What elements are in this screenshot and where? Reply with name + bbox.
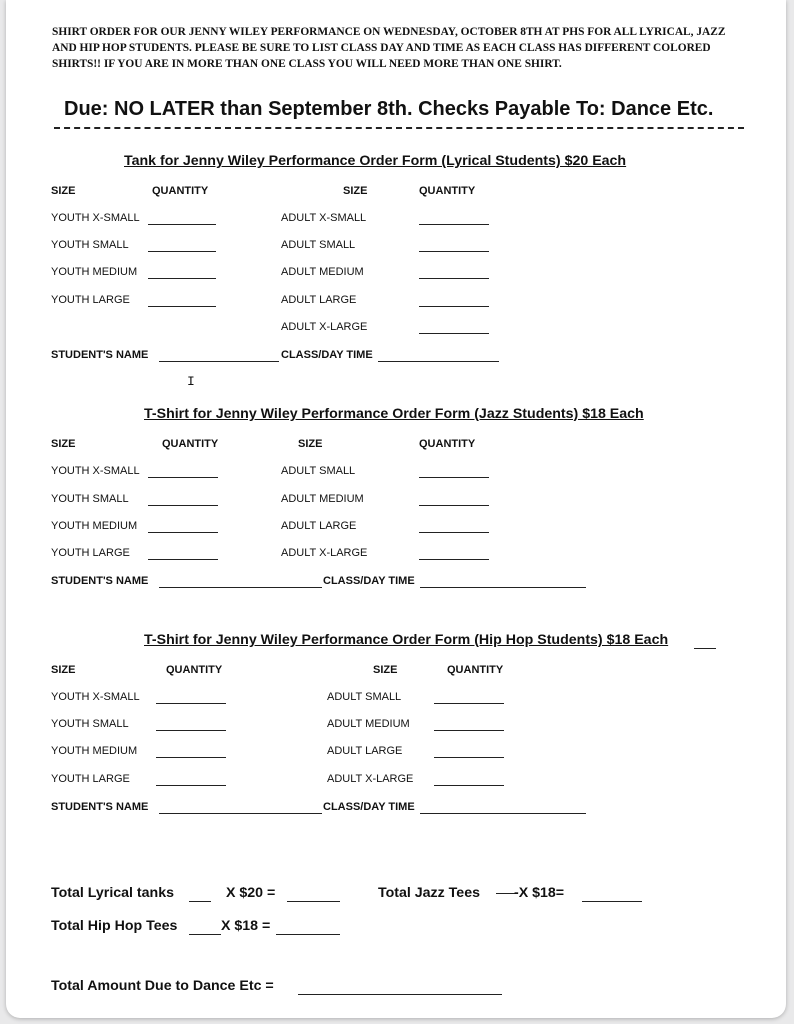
size-label: ADULT MEDIUM: [327, 718, 410, 730]
size-label: YOUTH X-SMALL: [51, 691, 140, 703]
section-title-lyrical: Tank for Jenny Wiley Performance Order Form (Lyrical Students) $20 Each: [124, 153, 627, 169]
quantity-line[interactable]: [434, 730, 504, 731]
quantity-line[interactable]: [148, 306, 216, 307]
hiphop-price-label: X $18 =: [221, 918, 271, 934]
quantity-line[interactable]: [434, 703, 504, 704]
size-label: YOUTH LARGE: [51, 773, 130, 785]
quantity-line[interactable]: [434, 785, 504, 786]
size-label: YOUTH SMALL: [51, 718, 129, 730]
size-label: ADULT LARGE: [327, 745, 403, 757]
quantity-line[interactable]: [148, 532, 218, 533]
student-name-line[interactable]: [159, 813, 322, 814]
title-underline-extension: [694, 648, 716, 649]
col-header-quantity: QUANTITY: [419, 438, 476, 450]
class-day-time-line[interactable]: [420, 813, 586, 814]
col-header-size: SIZE: [298, 438, 323, 450]
size-label: ADULT SMALL: [281, 465, 356, 477]
section-title-jazz: T-Shirt for Jenny Wiley Performance Order Form (Jazz Students) $18 Each: [144, 406, 644, 422]
lyrical-total-line[interactable]: [287, 901, 340, 902]
jazz-count-line[interactable]: [496, 893, 515, 894]
size-label: ADULT MEDIUM: [281, 493, 364, 505]
size-label: YOUTH MEDIUM: [51, 745, 138, 757]
student-name-label: STUDENT'S NAME: [51, 349, 149, 361]
quantity-line[interactable]: [148, 251, 216, 252]
size-label: YOUTH X-SMALL: [51, 212, 140, 224]
intro-paragraph: SHIRT ORDER FOR OUR JENNY WILEY PERFORMANCE ON WEDNESDAY, OCTOBER 8TH AT PHS FOR ALL LYRICAL, JAZZ AND HIP HOP STUDENTS. PLEASE BE SURE TO LIST CLASS DAY AND TIME AS EACH CLASS HAS DIFFERENT COLORED SHIRTS!! IF YOU ARE IN MORE THAN ONE CLASS YOU WILL NEED MORE THAN ONE SHIRT.: [52, 26, 726, 70]
size-label: YOUTH LARGE: [51, 547, 130, 559]
size-label: ADULT X-LARGE: [281, 547, 368, 559]
col-header-size: SIZE: [373, 664, 398, 676]
quantity-line[interactable]: [419, 477, 489, 478]
student-name-line[interactable]: [159, 361, 279, 362]
lyrical-count-line[interactable]: [189, 901, 211, 902]
quantity-line[interactable]: [419, 251, 489, 252]
col-header-quantity: QUANTITY: [162, 438, 219, 450]
section-title-hiphop: T-Shirt for Jenny Wiley Performance Order Form (Hip Hop Students) $18 Each: [144, 632, 669, 648]
due-date-line: Due: NO LATER than September 8th. Checks Payable To: Dance Etc.: [64, 98, 714, 120]
quantity-line[interactable]: [419, 224, 489, 225]
size-label: YOUTH MEDIUM: [51, 266, 138, 278]
quantity-line[interactable]: [148, 477, 218, 478]
class-day-time-label: CLASS/DAY TIME: [323, 801, 415, 813]
order-form-page: [6, 0, 786, 1018]
total-lyrical-label: Total Lyrical tanks: [51, 885, 174, 901]
quantity-line[interactable]: [148, 559, 218, 560]
col-header-size: SIZE: [51, 438, 76, 450]
amount-due-line[interactable]: [298, 994, 502, 995]
col-header-quantity: QUANTITY: [152, 185, 209, 197]
col-header-quantity: QUANTITY: [166, 664, 223, 676]
quantity-line[interactable]: [148, 224, 216, 225]
size-label: YOUTH SMALL: [51, 493, 129, 505]
student-name-label: STUDENT'S NAME: [51, 801, 149, 813]
hiphop-total-line[interactable]: [276, 934, 340, 935]
quantity-line[interactable]: [148, 278, 216, 279]
col-header-size: SIZE: [343, 185, 368, 197]
total-hiphop-label: Total Hip Hop Tees: [51, 918, 178, 934]
lyrical-price-label: X $20 =: [226, 885, 276, 901]
col-header-size: SIZE: [51, 664, 76, 676]
class-day-time-label: CLASS/DAY TIME: [281, 349, 373, 361]
class-day-time-line[interactable]: [420, 587, 586, 588]
size-label: ADULT SMALL: [281, 239, 356, 251]
class-day-time-line[interactable]: [378, 361, 499, 362]
quantity-line[interactable]: [156, 785, 226, 786]
quantity-line[interactable]: [419, 532, 489, 533]
quantity-line[interactable]: [419, 306, 489, 307]
student-name-line[interactable]: [159, 587, 322, 588]
size-label: ADULT LARGE: [281, 294, 357, 306]
col-header-quantity: QUANTITY: [419, 185, 476, 197]
total-jazz-label: Total Jazz Tees: [378, 885, 480, 901]
size-label: YOUTH X-SMALL: [51, 465, 140, 477]
size-label: ADULT X-LARGE: [327, 773, 414, 785]
size-label: YOUTH LARGE: [51, 294, 130, 306]
quantity-line[interactable]: [419, 278, 489, 279]
quantity-line[interactable]: [419, 505, 489, 506]
size-label: ADULT MEDIUM: [281, 266, 364, 278]
col-header-size: SIZE: [51, 185, 76, 197]
jazz-price-label: -X $18=: [514, 885, 565, 901]
quantity-line[interactable]: [156, 703, 226, 704]
col-header-quantity: QUANTITY: [447, 664, 504, 676]
size-label: ADULT LARGE: [281, 520, 357, 532]
quantity-line[interactable]: [434, 757, 504, 758]
size-label: ADULT X-SMALL: [281, 212, 367, 224]
size-label: ADULT X-LARGE: [281, 321, 368, 333]
total-amount-due-label: Total Amount Due to Dance Etc =: [51, 978, 274, 994]
quantity-line[interactable]: [156, 757, 226, 758]
quantity-line[interactable]: [419, 333, 489, 334]
jazz-total-line[interactable]: [582, 901, 642, 902]
size-label: YOUTH MEDIUM: [51, 520, 138, 532]
student-name-label: STUDENT'S NAME: [51, 575, 149, 587]
dashed-divider: [54, 127, 744, 129]
hiphop-count-line[interactable]: [189, 934, 221, 935]
quantity-line[interactable]: [156, 730, 226, 731]
text-cursor-icon: I: [187, 374, 195, 389]
size-label: ADULT SMALL: [327, 691, 402, 703]
class-day-time-label: CLASS/DAY TIME: [323, 575, 415, 587]
size-label: YOUTH SMALL: [51, 239, 129, 251]
quantity-line[interactable]: [148, 505, 218, 506]
quantity-line[interactable]: [419, 559, 489, 560]
